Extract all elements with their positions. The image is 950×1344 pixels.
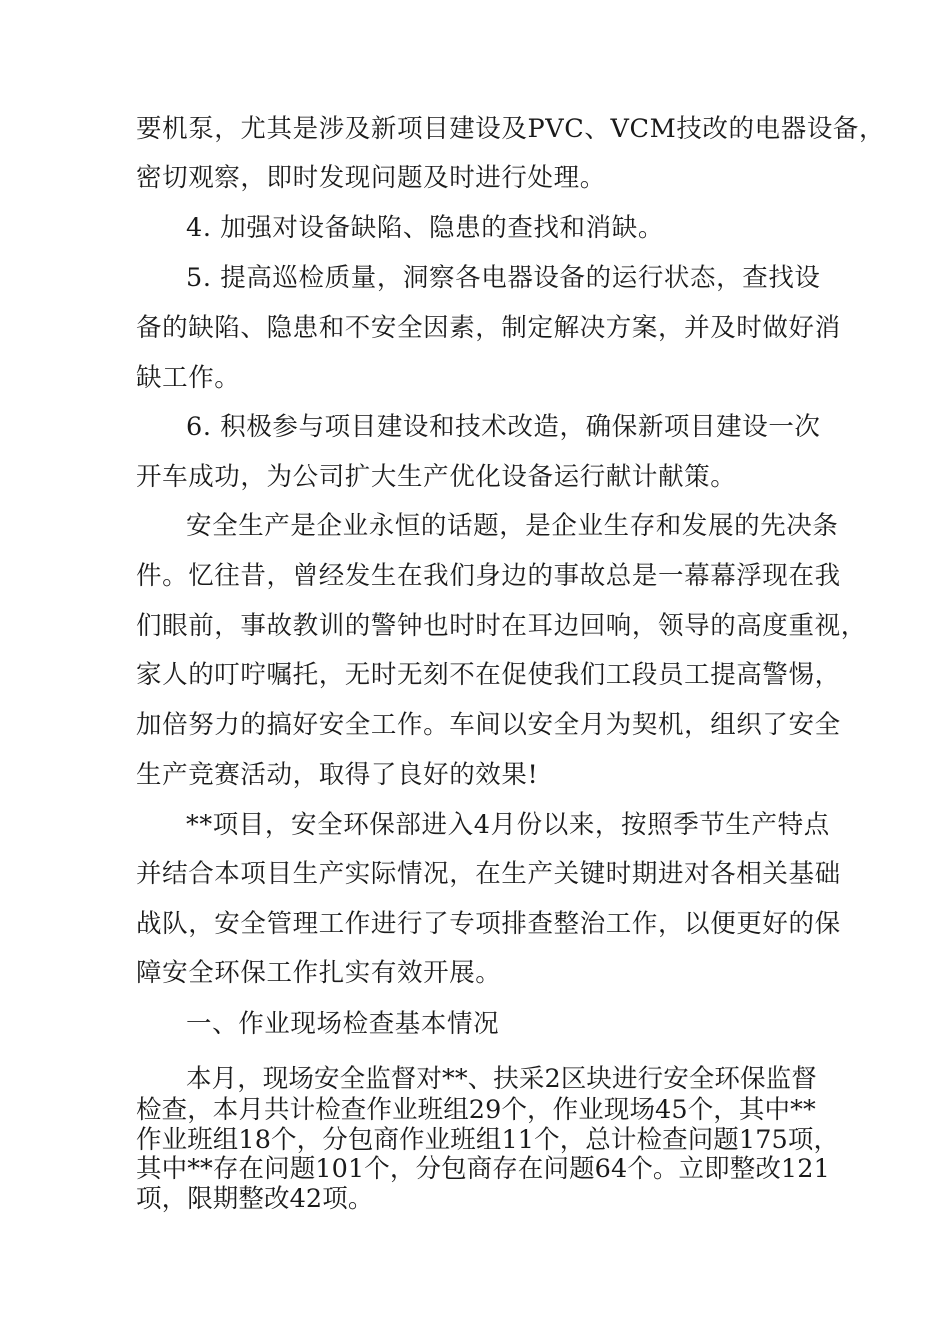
text-line: 开车成功，为公司扩大生产优化设备运行献计献策。 <box>136 462 737 492</box>
text-line: 们眼前，事故教训的警钟也时时在耳边回响，领导的高度重视， <box>136 611 867 641</box>
paragraph-start: **项目，安全环保部进入4月份以来，按照季节生产特点 <box>186 810 830 840</box>
list-item-4: 4. 加强对设备缺陷、隐患的查找和消缺。 <box>186 213 664 243</box>
text-line: 项，限期整改42项。 <box>136 1184 374 1214</box>
text-line: 要机泵，尤其是涉及新项目建设及PVC、VCM技改的电器设备， <box>136 114 886 144</box>
text-line: 检查，本月共计检查作业班组29个，作业现场45个，其中** <box>136 1095 816 1125</box>
section-heading: 一、作业现场检查基本情况 <box>186 1009 500 1039</box>
text-line: 生产竞赛活动，取得了良好的效果! <box>136 760 539 790</box>
list-item-6: 6. 积极参与项目建设和技术改造，确保新项目建设一次 <box>186 412 821 442</box>
paragraph-start: 本月，现场安全监督对**、扶采2区块进行安全环保监督 <box>186 1064 817 1094</box>
text-line: 缺工作。 <box>136 363 241 393</box>
text-line: 并结合本项目生产实际情况，在生产关键时期进对各相关基础 <box>136 859 841 889</box>
text-line: 备的缺陷、隐患和不安全因素，制定解决方案，并及时做好消 <box>136 313 841 343</box>
text-line: 家人的叮咛嘱托，无时无刻不在促使我们工段员工提高警惕， <box>136 660 841 690</box>
list-item-5: 5. 提高巡检质量，洞察各电器设备的运行状态，查找设 <box>186 263 821 293</box>
text-line: 作业班组18个，分包商作业班组11个，总计检查问题175项， <box>136 1125 840 1155</box>
text-line: 密切观察，即时发现问题及时进行处理。 <box>136 163 606 193</box>
text-line: 其中**存在问题101个，分包商存在问题64个。立即整改121 <box>136 1154 830 1184</box>
text-line: 障安全环保工作扎实有效开展。 <box>136 958 502 988</box>
text-line: 战队，安全管理工作进行了专项排查整治工作，以便更好的保 <box>136 909 841 939</box>
text-line: 件。忆往昔，曾经发生在我们身边的事故总是一幕幕浮现在我 <box>136 561 841 591</box>
text-line: 加倍努力的搞好安全工作。车间以安全月为契机，组织了安全 <box>136 710 841 740</box>
paragraph-start: 安全生产是企业永恒的话题，是企业生存和发展的先决条 <box>186 511 839 541</box>
